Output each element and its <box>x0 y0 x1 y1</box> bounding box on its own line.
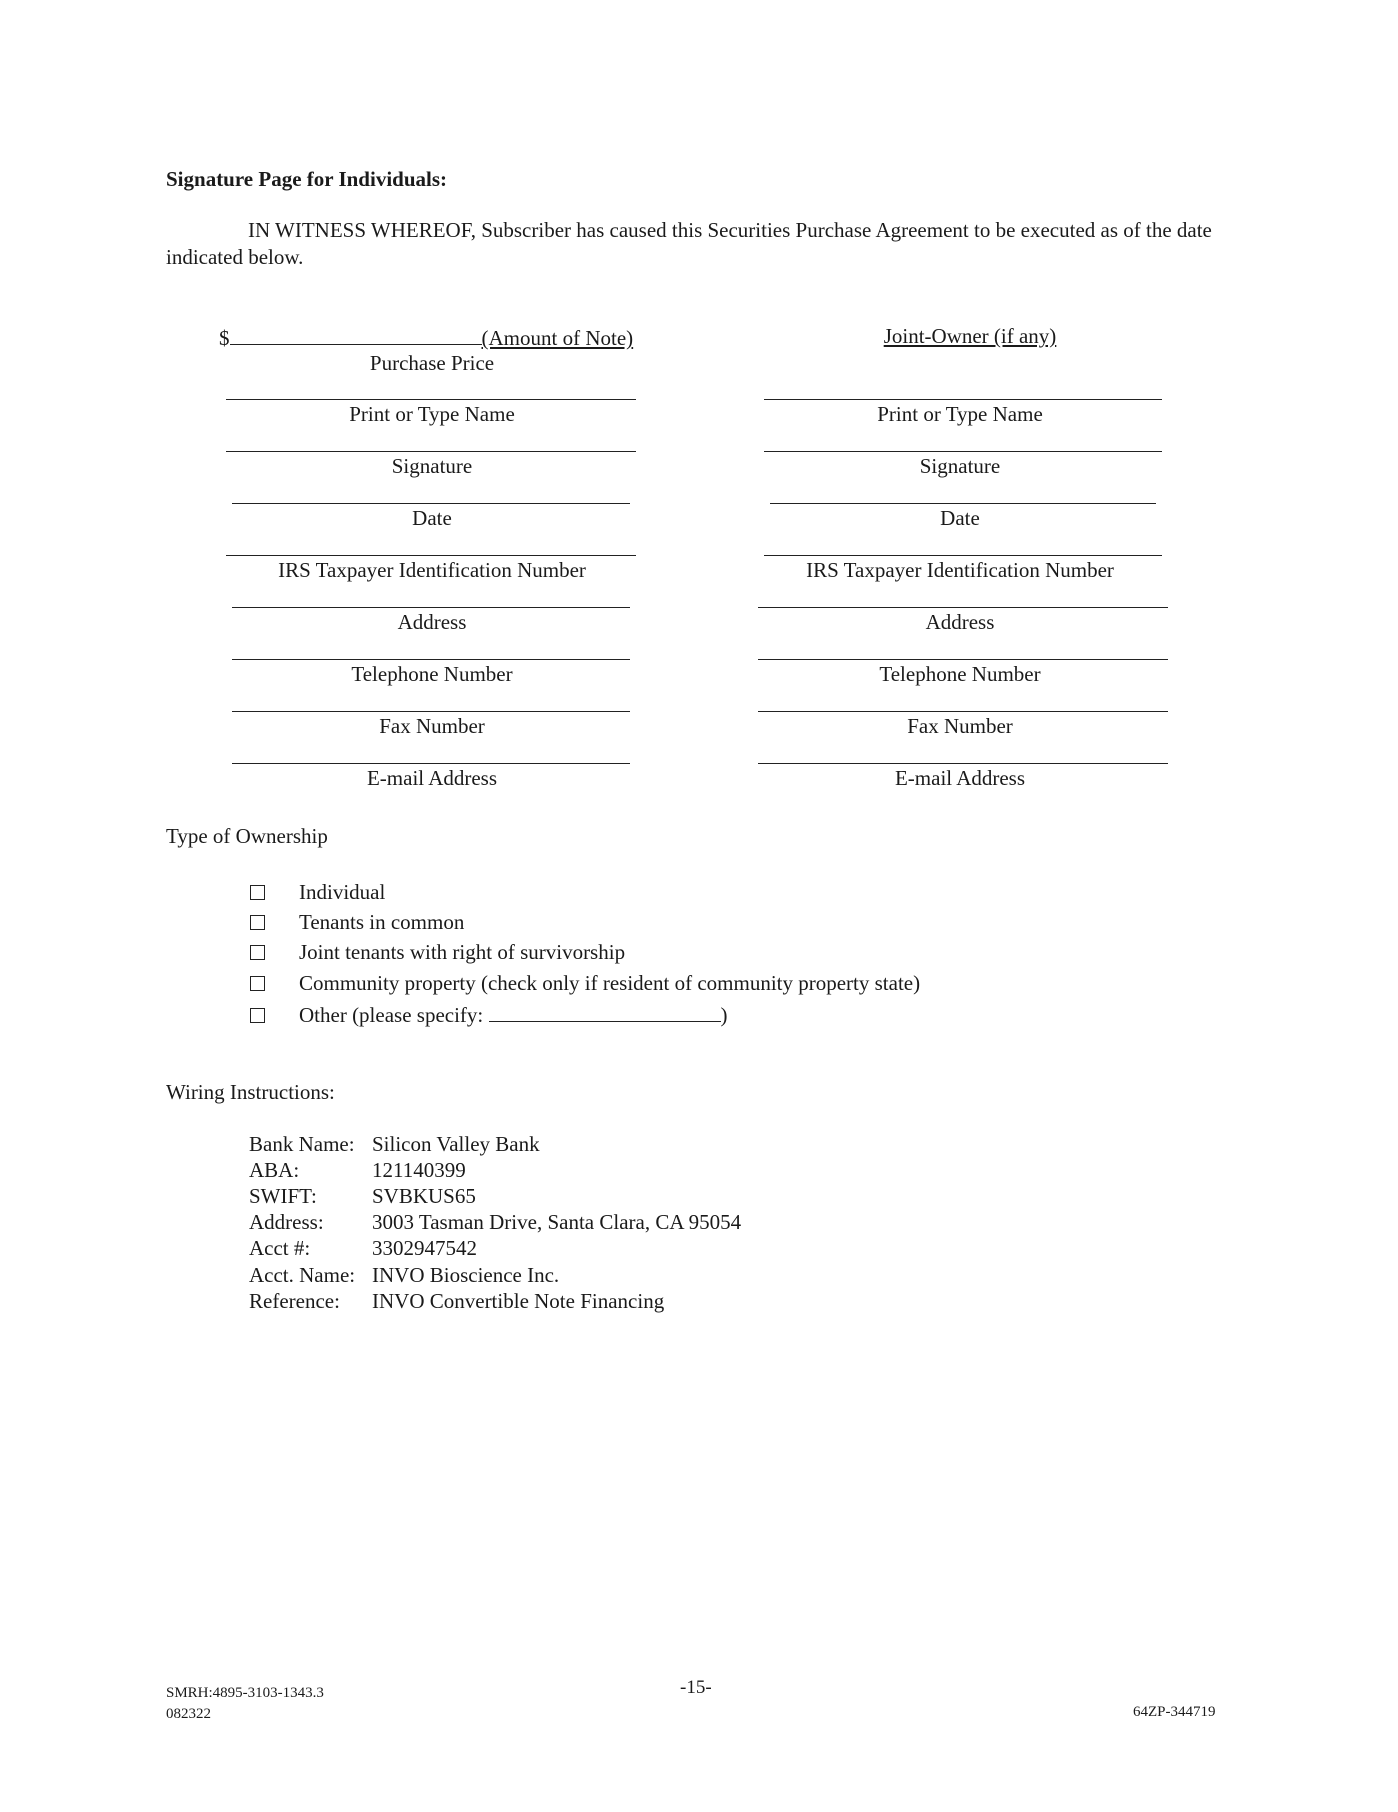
witness-paragraph <box>166 217 1236 271</box>
ownership-option-label: Other (please specify: <box>299 1003 484 1027</box>
joint-owner-fax-number-line[interactable] <box>758 711 1168 712</box>
ownership-option-joint-tenants[interactable] <box>250 940 625 965</box>
joint-owner-irs-taxpayer-identification-number-line[interactable] <box>764 555 1162 556</box>
wire-label: Reference: <box>249 1289 340 1313</box>
ownership-option-other[interactable] <box>250 1001 728 1028</box>
checkbox[interactable] <box>250 945 265 960</box>
joint-owner-signature-label: Signature <box>919 454 1001 478</box>
subscriber-date-label: Date <box>412 506 452 530</box>
subscriber-signature-line[interactable] <box>226 451 636 452</box>
wire-row-swift <box>249 1184 476 1209</box>
footer-doc-code: SMRH:4895-3103-1343.3 <box>166 1685 324 1701</box>
ownership-option-individual[interactable] <box>250 880 385 905</box>
dollar-sign: $ <box>219 326 230 350</box>
checkbox[interactable] <box>250 976 265 991</box>
joint-owner-telephone-number-label: Telephone Number <box>879 662 1041 686</box>
subscriber-e-mail-address-label: E-mail Address <box>366 766 498 790</box>
ownership-option-tenants-in-common[interactable] <box>250 910 464 935</box>
amount-of-note-label: (Amount of Note) <box>481 326 634 350</box>
wire-row-aba <box>249 1158 466 1183</box>
footer-doc-info <box>166 1683 324 1725</box>
footer-doc-date: 082322 <box>166 1706 211 1722</box>
joint-owner-signature-line[interactable] <box>764 451 1162 452</box>
subscriber-fax-number-label: Fax Number <box>379 714 485 738</box>
joint-owner-print-or-type-name-line[interactable] <box>764 399 1162 400</box>
checkbox[interactable] <box>250 915 265 930</box>
subscriber-telephone-number-label: Telephone Number <box>351 662 513 686</box>
subscriber-address-label: Address <box>397 610 467 634</box>
subscriber-print-or-type-name-line[interactable] <box>226 399 636 400</box>
ownership-option-community-property[interactable] <box>250 971 920 996</box>
other-close-paren: ) <box>720 1003 728 1027</box>
wire-row-account-number <box>249 1236 477 1261</box>
wire-label: ABA: <box>249 1158 300 1182</box>
joint-owner-heading: Joint-Owner (if any) <box>883 324 1057 348</box>
subscriber-date-line[interactable] <box>232 503 630 504</box>
subscriber-irs-taxpayer-identification-number-label: IRS Taxpayer Identification Number <box>278 558 586 582</box>
purchase-price-label: Purchase Price <box>369 351 495 375</box>
joint-owner-date-label: Date <box>940 506 980 530</box>
other-specify-field[interactable] <box>489 1001 721 1022</box>
wire-value: 3302947542 <box>372 1236 477 1260</box>
witness-text: IN WITNESS WHEREOF, Subscriber has caused this Securities Purchase Agreement to be executed as of the date indicated below. <box>166 218 1212 269</box>
wire-value: 3003 Tasman Drive, Santa Clara, CA 95054 <box>372 1210 742 1234</box>
subscriber-e-mail-address-line[interactable] <box>232 763 630 764</box>
subscriber-telephone-number-line[interactable] <box>232 659 630 660</box>
ownership-option-label: Tenants in common <box>299 910 465 934</box>
checkbox[interactable] <box>250 885 265 900</box>
page-heading: Signature Page for Individuals: <box>166 167 448 191</box>
ownership-option-label: Individual <box>299 880 386 904</box>
checkbox[interactable] <box>250 1008 265 1023</box>
joint-owner-irs-taxpayer-identification-number-label: IRS Taxpayer Identification Number <box>806 558 1114 582</box>
wire-value: 121140399 <box>372 1158 466 1182</box>
wire-row-reference <box>249 1289 664 1314</box>
subscriber-address-line[interactable] <box>232 607 630 608</box>
subscriber-signature-label: Signature <box>391 454 473 478</box>
ownership-option-label: Joint tenants with right of survivorship <box>299 940 626 964</box>
wire-value: SVBKUS65 <box>372 1184 476 1208</box>
wire-row-account-name <box>249 1263 559 1288</box>
wire-value: INVO Bioscience Inc. <box>372 1263 560 1287</box>
footer-ref-code: 64ZP-344719 <box>1133 1704 1216 1720</box>
wiring-title: Wiring Instructions: <box>166 1080 335 1104</box>
ownership-option-label: Community property (check only if resident of community property state) <box>299 971 921 995</box>
joint-owner-e-mail-address-label: E-mail Address <box>894 766 1026 790</box>
page-number: -15- <box>680 1677 712 1698</box>
subscriber-fax-number-line[interactable] <box>232 711 630 712</box>
wire-label: Acct #: <box>249 1236 311 1260</box>
wire-label: Address: <box>249 1210 324 1234</box>
ownership-title: Type of Ownership <box>166 824 328 848</box>
joint-owner-e-mail-address-line[interactable] <box>758 763 1168 764</box>
joint-owner-print-or-type-name-label: Print or Type Name <box>877 402 1043 426</box>
subscriber-irs-taxpayer-identification-number-line[interactable] <box>226 555 636 556</box>
joint-owner-address-line[interactable] <box>758 607 1168 608</box>
joint-owner-date-line[interactable] <box>770 503 1156 504</box>
subscriber-print-or-type-name-label: Print or Type Name <box>349 402 515 426</box>
wire-label: SWIFT: <box>249 1184 317 1208</box>
joint-owner-telephone-number-line[interactable] <box>758 659 1168 660</box>
wire-row-bank-name <box>249 1132 540 1157</box>
amount-of-note-row <box>219 324 633 351</box>
wire-label: Acct. Name: <box>249 1263 356 1287</box>
wire-label: Bank Name: <box>249 1132 355 1156</box>
wire-value: Silicon Valley Bank <box>372 1132 540 1156</box>
joint-owner-address-label: Address <box>925 610 995 634</box>
wire-row-address <box>249 1210 741 1235</box>
wire-value: INVO Convertible Note Financing <box>372 1289 665 1313</box>
amount-blank-field[interactable] <box>230 324 482 345</box>
joint-owner-fax-number-label: Fax Number <box>907 714 1013 738</box>
